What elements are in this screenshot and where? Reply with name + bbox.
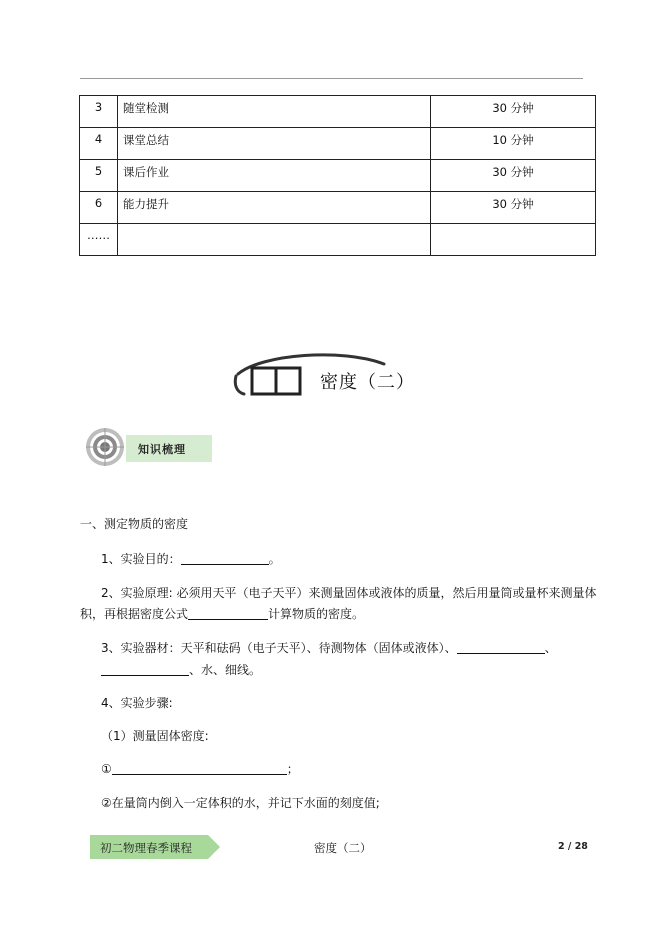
footer-chapter-title: 密度（二） [314, 841, 372, 855]
row-activity [118, 224, 431, 256]
row-activity: 课堂总结 [118, 128, 431, 160]
row-activity: 课后作业 [118, 160, 431, 192]
row-duration: 30 分钟 [431, 192, 596, 224]
step-1: ① ； [101, 762, 299, 776]
row-duration: 10 分钟 [431, 128, 596, 160]
target-icon [86, 428, 124, 466]
table-row [80, 224, 596, 256]
knowledge-badge-label: 知识梳理 [138, 443, 186, 456]
blank-field [188, 607, 268, 620]
item-equipment-line1: 3、实验器材：天平和砝码（电子天平）、待测物体（固体或液体）、 、 [101, 641, 557, 655]
row-number: 5 [80, 160, 118, 192]
row-duration: 30 分钟 [431, 160, 596, 192]
schedule-table [79, 95, 596, 256]
row-activity: 随堂检测 [118, 96, 431, 128]
item-principle-line1: 2、实验原理: 必须用天平（电子天平）来测量固体或液体的质量，然后用量筒或量杯来测量体 [101, 586, 597, 600]
table-row [80, 160, 596, 192]
row-number: 3 [80, 96, 118, 128]
step-2: ②在量筒内倒入一定体积的水，并记下水面的刻度值; [101, 796, 380, 810]
row-duration: 30 分钟 [431, 96, 596, 128]
item-steps: 4、实验步骤: [101, 696, 173, 710]
item-purpose: 1、实验目的： 。 [101, 552, 281, 566]
knowledge-badge [84, 427, 214, 467]
footer-course-label: 初二物理春季课程 [100, 841, 192, 855]
blank-field [181, 552, 269, 565]
item-principle-line2: 积，再根据密度公式 计算物质的密度。 [80, 607, 365, 621]
header-rule [80, 78, 583, 79]
blank-field [457, 641, 545, 654]
section-title: 密度（二） [320, 372, 415, 393]
blank-field [101, 663, 189, 676]
sub-solid-density: （1）测量固体密度: [101, 729, 209, 743]
page-number: 2 / 28 [558, 841, 588, 852]
row-number: 6 [80, 192, 118, 224]
item-equipment-line2: 、水、细线。 [101, 661, 261, 678]
row-number: …… [80, 224, 118, 256]
content-heading: 一、测定物质的密度 [80, 517, 189, 531]
row-activity: 能力提升 [118, 192, 431, 224]
section-title-block [232, 350, 432, 402]
table-row [80, 96, 596, 128]
table-row [80, 192, 596, 224]
blank-field [112, 762, 287, 775]
table-row [80, 128, 596, 160]
row-number: 4 [80, 128, 118, 160]
footer-course-badge [90, 835, 220, 859]
row-duration [431, 224, 596, 256]
